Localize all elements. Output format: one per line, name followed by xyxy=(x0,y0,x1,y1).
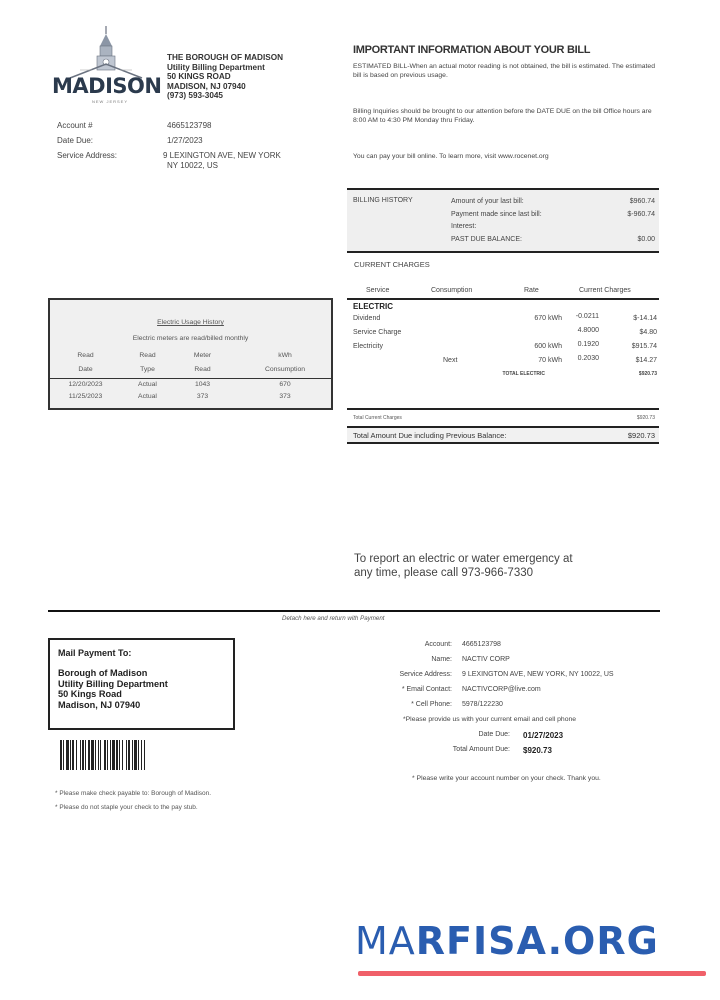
mail-line: 50 Kings Road xyxy=(58,689,122,699)
stub-date-due-value: 01/27/2023 xyxy=(523,731,564,740)
org-address xyxy=(167,53,283,101)
mail-line: Madison, NJ 07940 xyxy=(58,699,141,710)
marfisa-watermark xyxy=(355,920,659,962)
past-due-label: PAST DUE BALANCE: xyxy=(451,236,522,244)
madison-logo xyxy=(52,24,160,106)
charge-line xyxy=(353,355,657,369)
emergency-line1: To report an electric or water emergency at xyxy=(354,553,573,565)
charge-rate: -0.0211 xyxy=(575,313,599,320)
usage-consumption: 373 xyxy=(279,393,291,400)
provide-contact-note: *Please provide us with your current email and cell phone xyxy=(403,716,577,723)
service-address-value xyxy=(163,151,281,171)
check-payable-note: * Please make check payable to: Borough of Madison. xyxy=(55,790,212,797)
service-address-label: Service Address: xyxy=(57,151,118,160)
charge-rate: 4.8000 xyxy=(577,327,599,334)
usage-read-type: Actual xyxy=(138,393,157,400)
usage-meter-read: 1043 xyxy=(194,381,211,388)
barcode xyxy=(60,740,178,770)
charge-amount: $14.27 xyxy=(635,357,657,364)
usage-history-title: Electric Usage History xyxy=(157,319,224,326)
billing-history-title: BILLING HISTORY xyxy=(353,197,413,204)
charges-list xyxy=(353,302,657,383)
emergency-line2: any time, please call 973-966-7330 xyxy=(354,567,534,579)
important-info xyxy=(353,44,663,161)
account-label: Account # xyxy=(57,121,93,130)
stub-total-due-value: $920.73 xyxy=(523,746,552,755)
interest-label: Interest: xyxy=(451,223,477,231)
usage-history-subtitle: Electric meters are read/billed monthly xyxy=(132,335,249,342)
org-dept: Utility Billing Department xyxy=(167,62,265,72)
col-meter-read: Meter Read xyxy=(193,352,212,373)
last-bill-label: Amount of your last bill: xyxy=(451,197,524,205)
stub-row-cell-phone xyxy=(360,701,660,716)
stub-row-account xyxy=(360,641,660,656)
stub-value: 4665123798 xyxy=(462,641,501,648)
billing-history-row xyxy=(451,233,655,246)
stub-label: Account: xyxy=(424,641,452,648)
total-electric-line xyxy=(353,369,657,383)
usage-consumption: 670 xyxy=(279,381,291,388)
charge-rate: 0.1920 xyxy=(577,341,599,348)
charge-line xyxy=(353,313,657,327)
last-bill-value: $960.74 xyxy=(629,197,655,205)
watermark-underline xyxy=(358,971,706,976)
billing-history-row xyxy=(451,208,655,221)
current-charges-title: CURRENT CHARGES xyxy=(354,260,430,269)
usage-read-date: 12/20/2023 xyxy=(68,381,103,388)
mail-line: Utility Billing Department xyxy=(58,678,168,689)
billing-history-row xyxy=(451,221,655,234)
date-due-value: 1/27/2023 xyxy=(167,136,203,145)
important-title: IMPORTANT INFORMATION ABOUT YOUR BILL xyxy=(353,44,591,56)
col-consumption: Consumption xyxy=(431,287,473,294)
watermark-bold: RFISA.ORG xyxy=(415,919,659,963)
mail-payment-heading: Mail Payment To: xyxy=(58,648,132,658)
watermark-thin: MA xyxy=(355,919,416,963)
write-account-note: * Please write your account number on your check. Thank you. xyxy=(412,775,601,782)
charge-amount: $-14.14 xyxy=(633,315,657,322)
usage-history-box xyxy=(48,298,333,410)
stub-row-name xyxy=(360,656,660,671)
payment-made-value: $-960.74 xyxy=(627,210,655,218)
org-street: 50 KINGS ROAD xyxy=(167,72,231,82)
usage-meter-read: 373 xyxy=(196,393,209,400)
payment-notes xyxy=(55,787,211,815)
usage-row xyxy=(50,393,331,405)
stub-label: * Email Contact: xyxy=(401,686,452,693)
total-due-label: Total Amount Due including Previous Balance: xyxy=(353,431,507,440)
col-rate: Rate xyxy=(524,287,539,294)
charge-line xyxy=(353,341,657,355)
billing-history-row xyxy=(451,195,655,208)
no-staple-note: * Please do not staple your check to the pay stub. xyxy=(55,804,198,811)
charge-rate: 0.2030 xyxy=(577,355,599,362)
stub-date-due-label: Date Due: xyxy=(478,731,510,738)
service-address-line2: NY 10022, US xyxy=(167,161,218,170)
charges-section-electric: ELECTRIC xyxy=(353,302,393,311)
past-due-value: $0.00 xyxy=(637,236,655,244)
mail-payment-box xyxy=(48,638,235,730)
detach-text: Detach here and return with Payment xyxy=(282,615,385,622)
charge-amount: $4.80 xyxy=(639,329,657,336)
logo-wordmark: MADISON xyxy=(52,74,162,98)
charge-consumption: 670 kWh xyxy=(534,315,562,322)
detach-divider xyxy=(48,610,660,612)
account-value: 4665123798 xyxy=(167,121,212,130)
billing-history xyxy=(347,188,659,253)
charge-desc: Electricity xyxy=(353,343,383,350)
stub-due-info xyxy=(360,731,660,761)
pay-online-note: You can pay your bill online. To learn more, visit www.rocenet.org xyxy=(353,153,549,160)
church-steeple-icon xyxy=(52,24,160,80)
org-name: THE BOROUGH OF MADISON xyxy=(167,53,283,62)
usage-read-type: Actual xyxy=(138,381,157,388)
stub-row-service-address xyxy=(360,671,660,686)
stub-value: 9 LEXINGTON AVE, NEW YORK, NY 10022, US xyxy=(462,671,614,678)
charge-consumption: 70 kWh xyxy=(538,357,562,364)
total-amount-due xyxy=(347,426,659,444)
total-current-label: Total Current Charges xyxy=(353,415,402,421)
billing-inquiries-note: Billing Inquiries should be brought to our attention before the DATE DUE on the bill Office hours are 8:00 AM to 4:30 PM Monday thru Friday. xyxy=(353,108,652,124)
estimated-bill-note: ESTIMATED BILL-When an actual motor reading is not obtained, the bill is estimated. The estimated bill is based on previous usage. xyxy=(353,63,655,79)
stub-label: Service Address: xyxy=(399,671,452,678)
mail-line: Borough of Madison xyxy=(58,668,148,678)
date-due-label: Date Due: xyxy=(57,136,94,145)
account-info xyxy=(57,121,281,176)
col-read-type: Read Type xyxy=(139,352,156,373)
charge-desc: Service Charge xyxy=(353,329,402,336)
org-phone: (973) 593-3045 xyxy=(167,91,223,101)
charge-amount: $915.74 xyxy=(631,343,657,350)
charge-tier-label: Next xyxy=(443,357,458,364)
stub-value: NACTIV CORP xyxy=(462,656,510,663)
stub-total-due xyxy=(360,746,660,761)
col-read-date: Read Date xyxy=(77,352,94,373)
total-current-charges xyxy=(347,408,659,426)
total-due-value: $920.73 xyxy=(627,431,655,440)
logo-subtitle: NEW JERSEY xyxy=(92,99,129,104)
stub-value: NACTIVCORP@live.com xyxy=(462,686,541,693)
stub-label: * Cell Phone: xyxy=(411,701,452,708)
total-electric-value: $920.73 xyxy=(638,371,657,377)
col-service: Service xyxy=(366,287,390,294)
current-charges-header xyxy=(347,284,659,300)
col-current-charges: Current Charges xyxy=(579,287,631,294)
usage-row xyxy=(50,381,331,393)
stub-total-due-label: Total Amount Due: xyxy=(452,746,510,753)
service-address-line1: 9 LEXINGTON AVE, NEW YORK xyxy=(163,151,281,160)
col-kwh-consumption: kWh Consumption xyxy=(264,352,306,373)
payment-made-label: Payment made since last bill: xyxy=(451,210,542,218)
usage-history-header xyxy=(50,349,331,379)
org-city: MADISON, NJ 07940 xyxy=(167,81,246,91)
charge-consumption: 600 kWh xyxy=(534,343,562,350)
usage-read-date: 11/25/2023 xyxy=(68,393,103,400)
stub-label: Name: xyxy=(431,656,452,663)
total-electric-label: TOTAL ELECTRIC xyxy=(502,371,545,377)
payment-stub-details xyxy=(360,641,660,716)
emergency-notice xyxy=(354,552,573,580)
stub-row-email xyxy=(360,686,660,701)
stub-value: 5978/122230 xyxy=(462,701,503,708)
charge-desc: Dividend xyxy=(353,315,381,322)
charge-line xyxy=(353,327,657,341)
total-current-value: $920.73 xyxy=(636,415,655,421)
stub-date-due xyxy=(360,731,660,746)
